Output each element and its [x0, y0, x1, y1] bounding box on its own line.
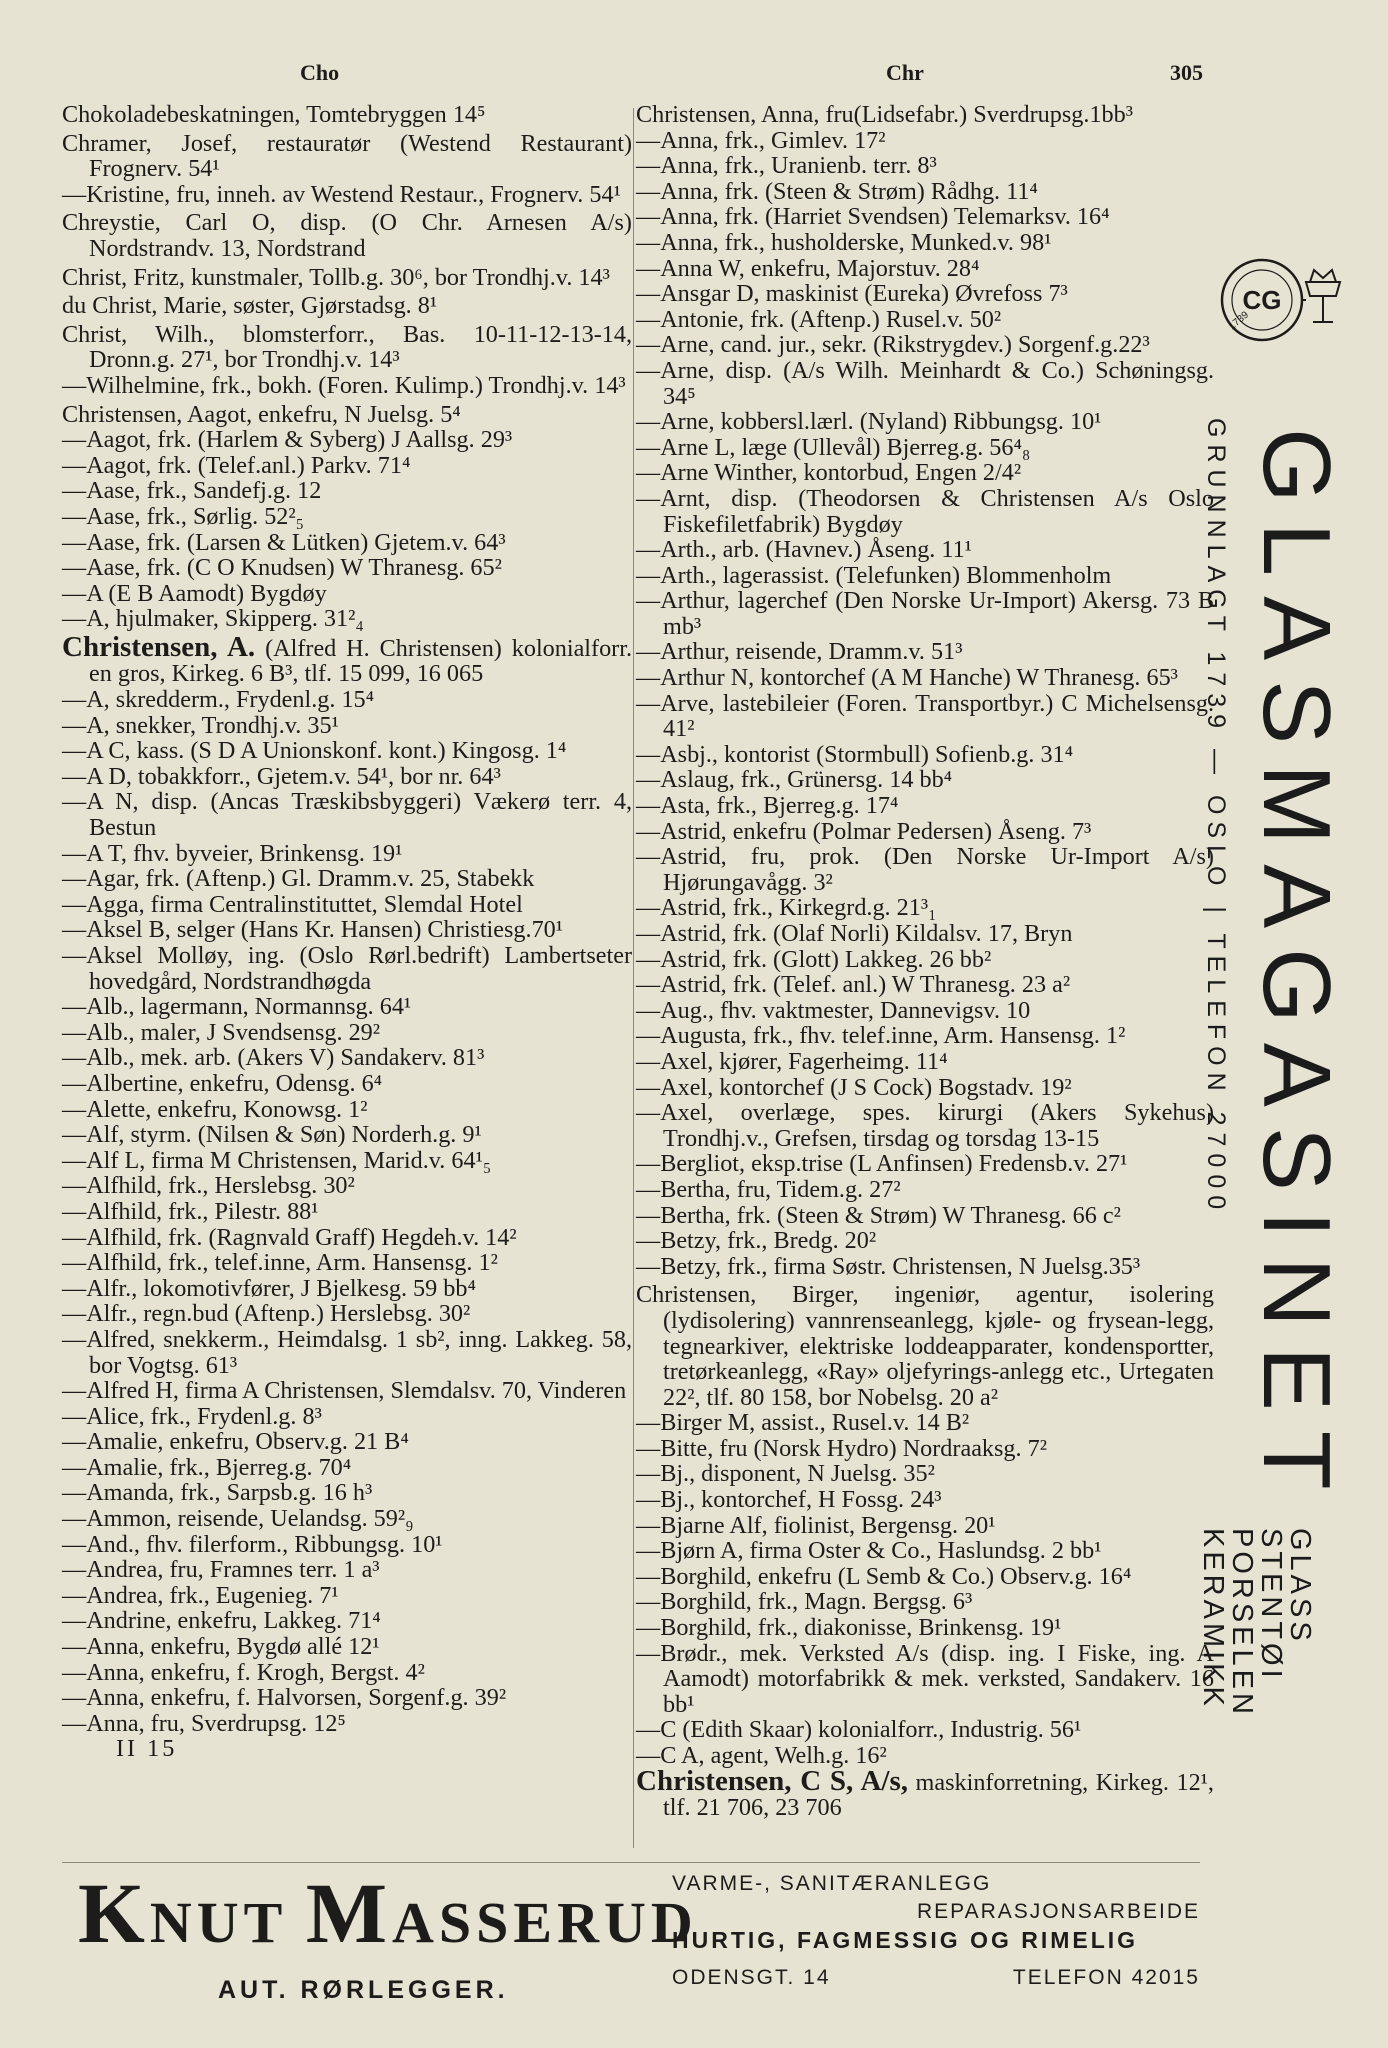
directory-entry: —Bjørn A, firma Oster & Co., Haslundsg. 2 bb¹: [636, 1537, 1102, 1565]
signature-mark: II 15: [116, 1735, 178, 1763]
footer-ad-line-1: VARME-, SANITÆRANLEGG: [672, 1872, 992, 1895]
ad-line-stentoi: STENTØI: [1255, 1528, 1287, 1682]
directory-entry: —Albertine, enkefru, Odensg. 6⁴: [62, 1069, 383, 1097]
directory-entry: —Anna W, enkefru, Majorstuv. 28⁴: [636, 254, 980, 282]
directory-entry: —Axel, kontorchef (J S Cock) Bogstadv. 19²: [636, 1073, 1072, 1101]
directory-entry: —Aksel Molløy, ing. (Oslo Rørl.bedrift) Lambertseter hovedgård, Nordstrandhøgda: [62, 942, 632, 995]
directory-entry: —Aslaug, frk., Grünersg. 14 bb⁴: [636, 766, 953, 794]
directory-entry: —Bergliot, eksp.trise (L Anfinsen) Fredensb.v. 27¹: [636, 1150, 1128, 1178]
directory-entry: —Bertha, frk. (Steen & Strøm) W Thranesg. 66 c²: [636, 1201, 1121, 1229]
directory-entry: —A N, disp. (Ancas Træskibsbyggeri) Vækerø terr. 4, Bestun: [62, 788, 632, 842]
directory-entry: —Anna, frk. (Harriet Svendsen) Telemarksv. 16⁴: [636, 203, 1110, 231]
directory-entry: —Alette, enkefru, Konowsg. 1²: [62, 1095, 368, 1123]
directory-entry: —Aase, frk. (C O Knudsen) W Thranesg. 65²: [62, 554, 502, 582]
directory-entry: —Arne, disp. (A/s Wilh. Meinhardt & Co.) Schøningsg. 34⁵: [636, 356, 1214, 410]
directory-entry: —Aksel B, selger (Hans Kr. Hansen) Christiesg.70¹: [62, 916, 564, 944]
directory-entry: Christensen, Aagot, enkefru, N Juelsg. 5⁴: [62, 400, 461, 428]
directory-entry-bold: [62, 630, 632, 688]
ad-product-lines: [1198, 1528, 1314, 1718]
directory-entry: —A D, tobakkforr., Gjetem.v. 54¹, bor nr. 64³: [62, 762, 501, 790]
directory-entry: —Anna, frk., Gimlev. 17²: [636, 126, 886, 154]
directory-entry: —Alf, styrm. (Nilsen & Søn) Norderh.g. 9¹: [62, 1121, 482, 1149]
directory-entry: Chreystie, Carl O, disp. (O Chr. Arnesen A/s) Nordstrandv. 13, Nordstrand: [62, 209, 632, 262]
directory-entry: —And., fhv. filerform., Ribbungsg. 10¹: [62, 1530, 443, 1558]
directory-entry-bold: [636, 1764, 1214, 1822]
directory-entry: —Astrid, fru, prok. (Den Norske Ur-Import A/s) Hjørungavågg. 3²: [636, 843, 1214, 896]
directory-entry: —A T, fhv. byveier, Brinkensg. 19¹: [62, 839, 403, 867]
directory-entry: —Alb., mek. arb. (Akers V) Sandakerv. 81³: [62, 1044, 485, 1072]
directory-entry: —Anna, enkefru, Bygdø allé 12¹: [62, 1633, 380, 1661]
directory-entry: —Brødr., mek. Verksted A/s (disp. ing. I Fiske, ing. A Aamodt) motorfabrikk & mek. verksted, Sandakerv. 16 bb¹: [636, 1639, 1214, 1718]
directory-entry: —Astrid, frk., Kirkegrd.g. 21³₁: [636, 894, 937, 922]
footer-ad-address: ODENSGT. 14: [672, 1966, 831, 1989]
directory-entry: —Aase, frk., Sørlig. 52²₅: [62, 502, 305, 530]
directory-entry: Christ, Fritz, kunstmaler, Tollb.g. 30⁶, bor Trondhj.v. 14³: [62, 263, 610, 291]
name-part-2: ASSERUD: [392, 1890, 698, 1955]
directory-entry: du Christ, Marie, søster, Gjørstadsg. 8¹: [62, 292, 438, 320]
directory-entry: —Andrea, fru, Framnes terr. 1 a³: [62, 1556, 380, 1584]
name-initial-m: M: [305, 1865, 392, 1961]
footer-ad-name: [78, 1865, 698, 1961]
directory-entry: —Aase, frk., Sandefj.g. 12: [62, 477, 322, 505]
directory-entry: —Arne, cand. jur., sekr. (Rikstrygdev.) Sorgenf.g.22³: [636, 331, 1150, 359]
footer-divider: [62, 1862, 1200, 1863]
footer-ad-contact: [672, 1964, 1200, 1992]
directory-entry: —Arne Winther, kontorbud, Engen 2/4²: [636, 459, 1022, 487]
directory-entry: —A, snekker, Trondhj.v. 35¹: [62, 711, 339, 739]
directory-entry: —Agga, firma Centralinstituttet, Slemdal Hotel: [62, 890, 523, 918]
directory-entry: Chokoladebeskatningen, Tomtebryggen 14⁵: [62, 101, 486, 128]
entry-bold-text: maskinforretning, Kirkeg. 12¹, tlf. 21 706, 23 706: [663, 1768, 1214, 1822]
directory-entry: —Bj., kontorchef, H Fossg. 24³: [636, 1486, 942, 1514]
directory-entry: —Anna, enkefru, f. Halvorsen, Sorgenf.g. 39²: [62, 1684, 507, 1712]
directory-entry: —Anna, frk., husholderske, Munked.v. 98¹: [636, 228, 1052, 256]
directory-entry: —Agar, frk. (Aftenp.) Gl. Dramm.v. 25, Stabekk: [62, 865, 535, 893]
directory-entry: —Alfhild, frk. (Ragnvald Graff) Hegdeh.v. 14²: [62, 1223, 517, 1251]
directory-entry: —Birger M, assist., Rusel.v. 14 B²: [636, 1409, 970, 1437]
directory-entry: —Alfr., lokomotivfører, J Bjelkesg. 59 bb⁴: [62, 1274, 476, 1302]
cg-crown-logo: [1210, 242, 1352, 346]
footer-ad-right: [672, 1870, 1200, 1992]
directory-entry: —Axel, kjører, Fagerheimg. 11⁴: [636, 1047, 948, 1075]
directory-entry: —Anna, enkefru, f. Krogh, Bergst. 4²: [62, 1658, 425, 1686]
column-divider: [633, 108, 634, 1848]
footer-ad-trade: AUT. RØRLEGGER.: [218, 1976, 509, 2004]
directory-entry: —Alfr., regn.bud (Aftenp.) Herslebsg. 30²: [62, 1300, 471, 1328]
directory-entry: —Bjarne Alf, fiolinist, Bergensg. 20¹: [636, 1511, 996, 1539]
logo-letters: CG: [1242, 285, 1282, 315]
entry-bold-text: (Alfred H. Christensen) kolonialforr. en gros, Kirkeg. 6 B³, tlf. 15 099, 16 065: [89, 634, 632, 688]
directory-entry: —Arnt, disp. (Theodorsen & Christensen A/s Oslo Fiskefiletfabrik) Bygdøy: [636, 484, 1214, 538]
directory-entry: —Asta, frk., Bjerreg.g. 17⁴: [636, 792, 899, 820]
directory-entry: —Arthur N, kontorchef (A M Hanche) W Thranesg. 65³: [636, 664, 1178, 692]
directory-entry: —Astrid, frk. (Telef. anl.) W Thranesg. 23 a²: [636, 971, 1071, 999]
directory-entry: —Alfred, snekkerm., Heimdalsg. 1 sb², inng. Lakkeg. 58, bor Vogtsg. 61³: [62, 1325, 632, 1379]
directory-entry: —Asbj., kontorist (Stormbull) Sofienb.g. 31⁴: [636, 740, 1074, 768]
directory-entry: —Andrine, enkefru, Lakkeg. 71⁴: [62, 1607, 381, 1635]
directory-entry: —A (E B Aamodt) Bygdøy: [62, 579, 327, 607]
directory-entry: —A C, kass. (S D A Unionskonf. kont.) Kingosg. 1⁴: [62, 737, 567, 765]
directory-entry: —Borghild, enkefru (L Semb & Co.) Observ.g. 16⁴: [636, 1562, 1132, 1590]
directory-entry: —Bj., disponent, N Juelsg. 35²: [636, 1460, 935, 1488]
directory-entry: —Amalie, frk., Bjerreg.g. 70⁴: [62, 1453, 352, 1481]
directory-entry: —Astrid, frk. (Olaf Norli) Kildalsv. 17, Bryn: [636, 920, 1073, 947]
directory-entry: —Augusta, frk., fhv. telef.inne, Arm. Hansensg. 1²: [636, 1022, 1126, 1050]
name-part-1: NUT: [149, 1890, 306, 1955]
directory-entry: —Aug., fhv. vaktmester, Dannevigsv. 10: [636, 996, 1031, 1024]
footer-ad-phone: TELEFON 42015: [1012, 1966, 1200, 1989]
left-entries-b: [62, 687, 632, 1736]
directory-entry: —Anna, frk., Uranienb. terr. 8³: [636, 152, 937, 180]
directory-entry: —Betzy, frk., firma Søstr. Christensen, N Juelsg.35³: [636, 1252, 1141, 1280]
directory-entry: —Arne, kobbersl.lærl. (Nyland) Ribbungsg. 10¹: [636, 408, 1102, 436]
directory-entry: —Arve, lastebileier (Foren. Transportbyr.) C Michelsensg. 41²: [636, 689, 1214, 743]
right-column: [636, 102, 1214, 1821]
directory-entry: —Betzy, frk., Bredg. 20²: [636, 1227, 877, 1255]
entry-bold-name: Christensen, A.: [62, 630, 256, 663]
directory-entry: —Alfred H, firma A Christensen, Slemdalsv. 70, Vinderen: [62, 1377, 627, 1405]
directory-entry: —Alfhild, frk., Herslebsg. 30²: [62, 1172, 355, 1200]
directory-entry: —A, skredderm., Frydenl.g. 15⁴: [62, 686, 375, 714]
directory-entry: —Aagot, frk. (Harlem & Syberg) J Aallsg. 29³: [62, 426, 513, 454]
directory-entry: —Andrea, frk., Eugenieg. 7¹: [62, 1581, 339, 1609]
entry-bold-name: Christensen, C S, A/s,: [636, 1764, 908, 1797]
directory-entry: —Arthur, reisende, Dramm.v. 51³: [636, 638, 963, 666]
directory-entry: —Bertha, fru, Tidem.g. 27²: [636, 1175, 901, 1203]
directory-entry: —Astrid, enkefru (Polmar Pedersen) Åseng. 7³: [636, 817, 1092, 845]
directory-entry: —A, hjulmaker, Skipperg. 31²₄: [62, 605, 364, 633]
directory-entry: —C (Edith Skaar) kolonialforr., Industrig. 56¹: [636, 1716, 1082, 1744]
directory-entry: —Amalie, enkefru, Observ.g. 21 B⁴: [62, 1428, 409, 1456]
directory-entry: —Alf L, firma M Christensen, Marid.v. 64¹₅: [62, 1146, 492, 1174]
directory-entry: —Alb., maler, J Svendsensg. 29²: [62, 1018, 381, 1046]
directory-entry: —Aagot, frk. (Telef.anl.) Parkv. 71⁴: [62, 451, 411, 479]
directory-entry: —Ammon, reisende, Uelandsg. 59²₉: [62, 1505, 414, 1533]
ad-title: GLASMAGASINET: [1243, 428, 1350, 1510]
directory-entry: —Arthur, lagerchef (Den Norske Ur-Import) Akersg. 73 B mb³: [636, 587, 1214, 640]
directory-entry: —Anna, frk. (Steen & Strøm) Rådhg. 11⁴: [636, 177, 1038, 205]
directory-entry: —Arth., arb. (Havnev.) Åseng. 11¹: [636, 536, 972, 564]
ad-line-keramikk: KERAMIKK: [1197, 1528, 1229, 1710]
directory-entry: —C A, agent, Welh.g. 16²: [636, 1742, 887, 1769]
footer-ad-left: [78, 1865, 698, 2005]
directory-entry: Chramer, Josef, restauratør (Westend Restaurant) Frognerv. 54¹: [62, 129, 632, 183]
directory-entry: —Kristine, fru, inneh. av Westend Restaur., Frognerv. 54¹: [62, 180, 621, 208]
directory-entry: —Antonie, frk. (Aftenp.) Rusel.v. 50²: [636, 305, 1002, 333]
directory-entry: —Arth., lagerassist. (Telefunken) Blommenholm: [636, 561, 1112, 589]
directory-entry: —Alfhild, frk., telef.inne, Arm. Hansensg. 1²: [62, 1249, 498, 1277]
directory-entry: —Wilhelmine, frk., bokh. (Foren. Kulimp.) Trondhj.v. 14³: [62, 371, 626, 399]
directory-entry: —Amanda, frk., Sarpsb.g. 16 h³: [62, 1479, 373, 1507]
name-initial-k: K: [78, 1865, 150, 1961]
directory-entry: —Alice, frk., Frydenl.g. 8³: [62, 1402, 322, 1430]
directory-entry: —Astrid, frk. (Glott) Lakkeg. 26 bb²: [636, 945, 992, 973]
left-entries-a: [62, 102, 632, 632]
directory-entry: —Bitte, fru (Norsk Hydro) Nordraaksg. 7²: [636, 1434, 1047, 1462]
directory-entry: —Aase, frk. (Larsen & Lütken) Gjetem.v. 64³: [62, 528, 506, 556]
directory-entry: —Alb., lagermann, Normannsg. 64¹: [62, 993, 412, 1021]
directory-entry: —Axel, overlæge, spes. kirurgi (Akers Sykehus) Trondhj.v., Grefsen, tirsdag og torsdag 13-15: [636, 1099, 1214, 1152]
directory-entry: Christensen, Birger, ingeniør, agentur, isolering (lydisolering) vannrenseanlegg, kjøle- og frysean-legg, tegnearkiver, elektriske loddeapparater, kondensportter, tretørkeanlegg, «Ray» oljefyrings-anlegg etc., Urtegaten 22², tlf. 80 158, bor Nobelsg. 20 a²: [636, 1281, 1214, 1411]
directory-entry: —Alfhild, frk., Pilestr. 88¹: [62, 1197, 319, 1225]
left-column: [62, 102, 632, 1762]
logo-year: 1739: [1226, 309, 1251, 333]
footer-ad-line-2: REPARASJONSARBEIDE: [916, 1900, 1200, 1923]
right-entries: [636, 102, 1214, 1769]
directory-entry: —Ansgar D, maskinist (Eureka) Øvrefoss 7³: [636, 280, 1068, 308]
running-head-center: Chr: [886, 60, 924, 85]
ad-subtitle: GRUNNLAGT 1739 — OSLO | TELEFON 27000: [1202, 418, 1230, 1217]
ad-line-porselen: PORSELEN: [1226, 1528, 1258, 1718]
directory-entry: Christensen, Anna, fru(Lidsefabr.) Sverdrupsg.1bb³: [636, 101, 1133, 128]
directory-entry: —Arne L, læge (Ullevål) Bjerreg.g. 56⁴₈: [636, 433, 1031, 461]
directory-entry: —Borghild, frk., Magn. Bergsg. 6³: [636, 1588, 973, 1616]
directory-entry: —Borghild, frk., diakonisse, Brinkensg. 19¹: [636, 1614, 1062, 1642]
ad-line-glass: GLASS: [1284, 1528, 1316, 1645]
directory-entry: Christ, Wilh., blomsterforr., Bas. 10-11-12-13-14, Dronn.g. 27¹, bor Trondhj.v. 14³: [62, 320, 632, 374]
footer-ad-line-3: HURTIG, FAGMESSIG OG RIMELIG: [672, 1927, 1139, 1953]
running-head-left: Cho: [300, 60, 340, 85]
page-number: 305: [1170, 60, 1203, 85]
directory-entry: —Anna, fru, Sverdrupsg. 12⁵: [62, 1709, 346, 1737]
